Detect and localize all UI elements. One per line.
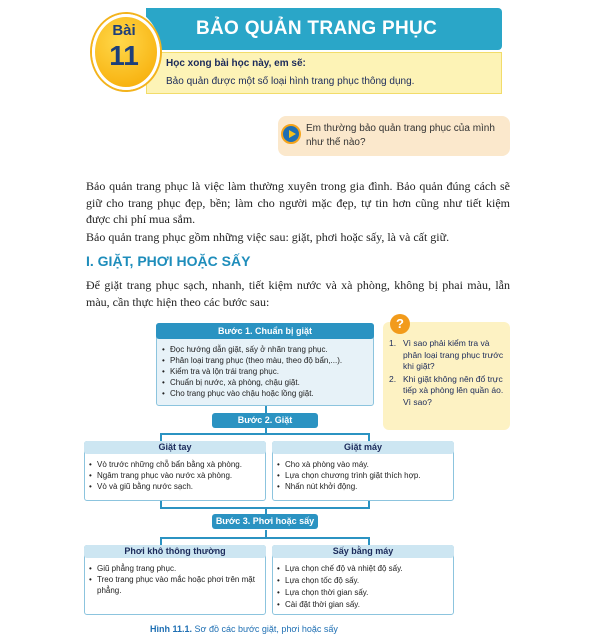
- paragraph-steps-intro: Để giặt trang phục sạch, nhanh, tiết kiệm nước và xà phòng, không bị phai màu, lẫn màu, cần thực hiện theo các bước sau:: [86, 278, 510, 309]
- list-item: • Nhấn nút khởi động.: [277, 481, 451, 492]
- machine-dry-list: [277, 563, 451, 611]
- side-question-text: Vì sao phải kiểm tra và phân loại trang phục trước khi giặt?: [403, 338, 504, 371]
- connector-line: [160, 433, 370, 435]
- natural-dry-title: Phơi khô thông thường: [84, 545, 266, 558]
- list-item: • Lựa chọn thời gian sấy.: [277, 587, 451, 599]
- figure-caption-text: Sơ đồ các bước giặt, phơi hoặc sấy: [194, 624, 338, 634]
- lesson-title: BẢO QUẢN TRANG PHỤC: [196, 18, 438, 39]
- list-item: • Ngâm trang phục vào nước xà phòng.: [89, 470, 263, 481]
- list-item: • Cho trang phục vào chậu hoặc lồng giặt.: [162, 388, 370, 399]
- paragraph-intro: Bảo quản trang phục là việc làm thường xuyên trong gia đình. Bảo quản đúng cách sẽ giữ cho trang phục đẹp, bền; làm cho người mặc đẹp, tự tin hơn cũng như tiết kiệm được chi phí mua sắm.: [86, 179, 510, 226]
- list-item: • Cài đặt thời gian sấy.: [277, 599, 451, 611]
- intro-question: [306, 122, 506, 150]
- list-item: • Cho xà phòng vào máy.: [277, 459, 451, 470]
- hand-wash-title: Giặt tay: [84, 441, 266, 454]
- connector-line: [160, 537, 370, 539]
- intro-question-line1: Em thường bảo quản trang phục của mình: [306, 123, 495, 134]
- question-icon: ?: [390, 314, 410, 334]
- objective-title: Học xong bài học này, em sẽ:: [166, 58, 306, 69]
- machine-wash-list: [277, 459, 451, 492]
- section-heading: I. GIẶT, PHƠI HOẶC SẤY: [86, 253, 251, 269]
- list-item: • Lựa chọn chương trình giặt thích hợp.: [277, 470, 451, 481]
- natural-dry-list: [89, 563, 259, 596]
- side-question-1: [389, 338, 505, 373]
- step1-list: [162, 344, 370, 399]
- list-item: • Giũ phẳng trang phục.: [89, 563, 259, 574]
- list-item: • Lựa chọn chế độ và nhiệt độ sấy.: [277, 563, 451, 575]
- machine-wash-title: Giặt máy: [272, 441, 454, 454]
- objective-text: Bảo quản được một số loại hình trang phục thông dụng.: [166, 76, 415, 87]
- connector-line: [368, 537, 370, 545]
- step2-title: Bước 2. Giặt: [212, 413, 318, 428]
- list-item: • Vò trước những chỗ bẩn bằng xà phòng.: [89, 459, 263, 470]
- side-question-number: 1.: [389, 338, 397, 348]
- machine-dry-title: Sấy bằng máy: [272, 545, 454, 558]
- list-item: • Đọc hướng dẫn giặt, sấy ở nhãn trang phục.: [162, 344, 370, 355]
- list-item: • Lựa chọn tốc độ sấy.: [277, 575, 451, 587]
- list-item: • Treo trang phục vào mắc hoặc phơi trên mặt phẳng.: [89, 574, 259, 596]
- play-icon: [281, 124, 301, 144]
- connector-line: [160, 537, 162, 545]
- list-item: • Phân loại trang phục (theo màu, theo độ bẩn,...).: [162, 355, 370, 366]
- intro-question-line2: như thế nào?: [306, 137, 366, 148]
- figure-caption-label: Hình 11.1.: [150, 624, 193, 634]
- list-item: • Chuẩn bị nước, xà phòng, chậu giặt.: [162, 377, 370, 388]
- hand-wash-list: [89, 459, 263, 492]
- step3-title: Bước 3. Phơi hoặc sấy: [212, 514, 318, 529]
- side-question-text: Khi giặt không nên đổ trực tiếp xà phòng lên quần áo. Vì sao?: [403, 373, 504, 407]
- side-question-list: [389, 338, 505, 409]
- paragraph-tasks: Bảo quản trang phục gồm những việc sau: giặt, phơi hoặc sấy, là và cất giữ.: [86, 230, 450, 244]
- lesson-number: 11: [109, 40, 139, 71]
- lesson-badge-label: Bài: [112, 22, 136, 39]
- step1-title: Bước 1. Chuẩn bị giặt: [156, 323, 374, 339]
- side-question-number: 2.: [389, 373, 397, 384]
- figure-caption: [150, 624, 338, 634]
- list-item: • Kiểm tra và lộn trái trang phục.: [162, 366, 370, 377]
- list-item: • Vò và giũ bằng nước sạch.: [89, 481, 263, 492]
- side-question-2: [389, 374, 505, 409]
